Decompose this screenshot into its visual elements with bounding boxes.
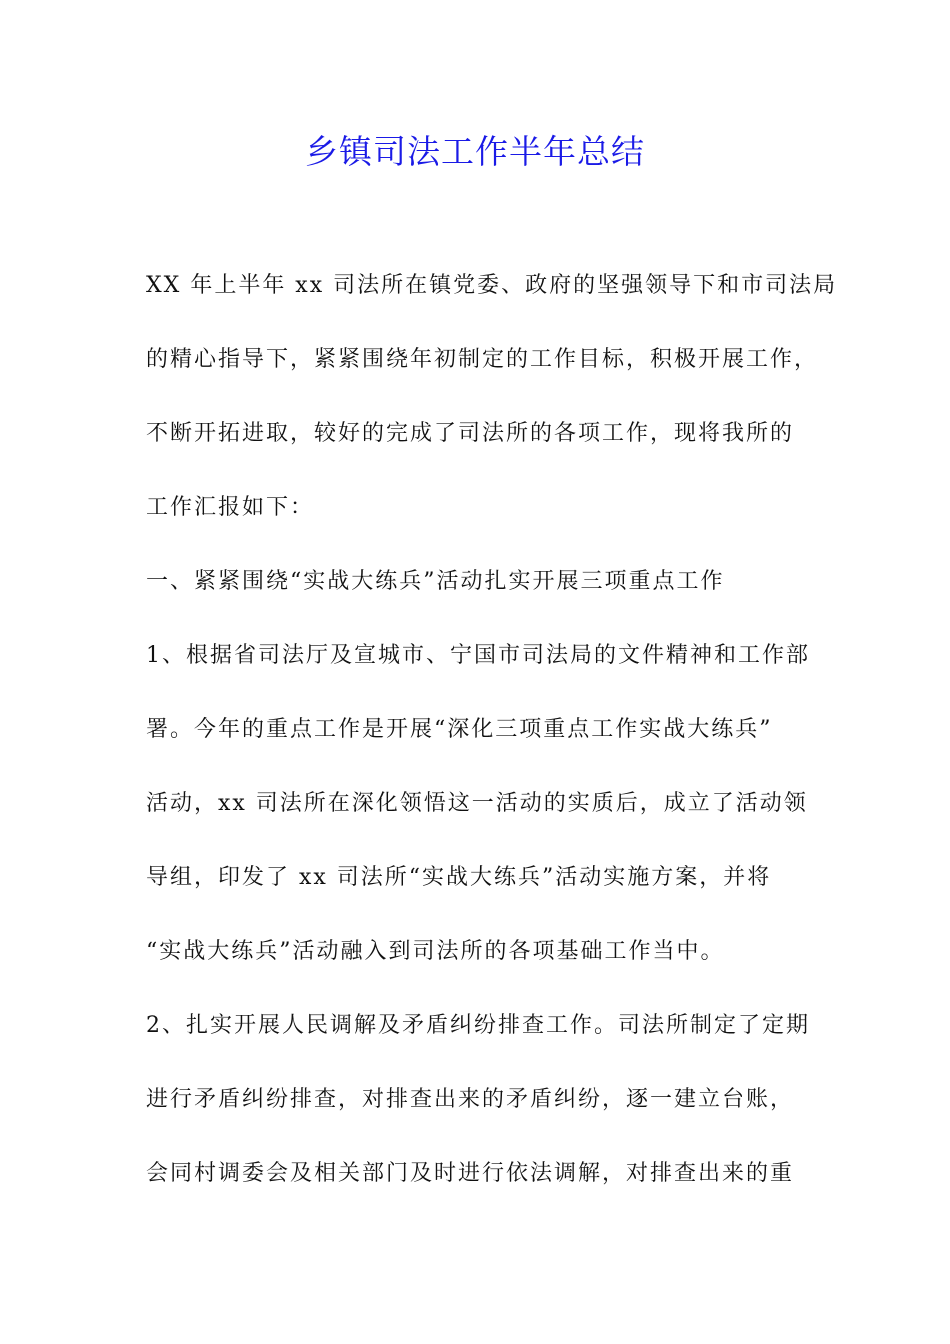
text-line: 署。今年的重点工作是开展“深化三项重点工作实战大练兵”	[146, 717, 773, 742]
text-line: 进行矛盾纠纷排查，对排查出来的矛盾纠纷，逐一建立台账，	[146, 1087, 795, 1112]
text-line: 的精心指导下，紧紧围绕年初制定的工作目标，积极开展工作，	[146, 347, 819, 372]
text-line: “实战大练兵”活动融入到司法所的各项基础工作当中。	[146, 939, 725, 964]
document-body	[146, 264, 838, 1226]
text-line: 1、根据省司法厅及宣城市、宁国市司法局的文件精神和工作部	[146, 643, 810, 668]
text-line: 会同村调委会及相关部门及时进行依法调解，对排查出来的重	[146, 1161, 795, 1186]
text-line: 不断开拓进取，较好的完成了司法所的各项工作，现将我所的	[146, 421, 795, 446]
section-heading: 一、紧紧围绕“实战大练兵”活动扎实开展三项重点工作	[146, 569, 725, 594]
text-line: XX 年上半年 xx 司法所在镇党委、政府的坚强领导下和市司法局	[146, 273, 838, 298]
document-title: 乡镇司法工作半年总结	[305, 132, 645, 171]
text-line: 活动，xx 司法所在深化领悟这一活动的实质后，成立了活动领	[146, 791, 808, 816]
text-line: 导组，印发了 xx 司法所“实战大练兵”活动实施方案，并将	[146, 865, 772, 890]
text-line: 工作汇报如下：	[146, 495, 315, 520]
text-line: 2、扎实开展人民调解及矛盾纠纷排查工作。司法所制定了定期	[146, 1013, 810, 1038]
